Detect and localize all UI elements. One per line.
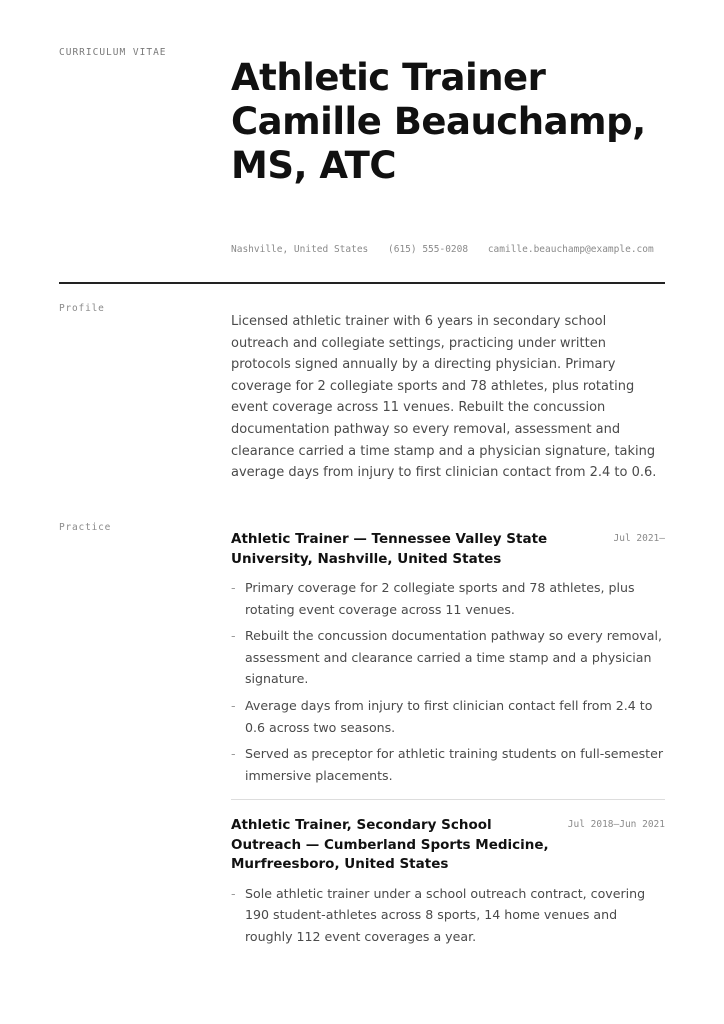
page-title: Athletic Trainer Camille Beauchamp, MS, ATC — [231, 56, 646, 187]
job-entry — [231, 530, 665, 791]
bullet-text: Primary coverage for 2 collegiate sports and 78 athletes, plus rotating event coverage across 11 venues. — [245, 580, 635, 617]
job-title: Athletic Trainer — Tennessee Valley State University, Nashville, United States — [231, 531, 548, 567]
section-label-practice: Practice — [59, 522, 112, 533]
bullet-text: Sole athletic trainer under a school outreach contract, covering 190 student-athletes across 8 sports, 14 home venues and roughly 112 event coverages a year. — [245, 885, 646, 944]
job-dates: Jul 2021– — [613, 533, 665, 544]
job-title: Athletic Trainer, Secondary School Outreach — Cumberland Sports Medicine, Murfreesboro, United States — [231, 817, 549, 872]
bullet-text: Rebuilt the concussion documentation pathway so every removal, assessment and clearance carried a time stamp and a physician signature. — [245, 628, 662, 687]
contact-email: camille.beauchamp@example.com — [487, 244, 654, 255]
bullet-marker: - — [231, 746, 236, 762]
document-eyebrow: CURRICULUM VITAE — [59, 47, 167, 58]
job-header — [231, 816, 665, 875]
list-item — [231, 577, 665, 620]
job-bullets — [231, 883, 665, 948]
job-dates: Jul 2018–Jun 2021 — [567, 819, 665, 830]
list-item — [231, 625, 665, 690]
list-item — [231, 695, 665, 738]
bullet-marker: - — [231, 580, 236, 595]
contact-location: Nashville, United States — [231, 244, 369, 255]
job-divider — [231, 799, 665, 800]
bullet-marker: - — [231, 885, 236, 901]
section-label-profile: Profile — [59, 303, 105, 314]
job-header — [231, 530, 665, 569]
contact-phone: (615) 555-0208 — [388, 244, 469, 255]
bullet-marker: - — [231, 697, 236, 713]
profile-summary: Licensed athletic trainer with 6 years in secondary school outreach and collegiate settings, practicing under written protocols signed annually by a directing physician. Primary coverage for 2 collegiate sports and 78 athletes, plus rotating event coverage across 11 venues. Rebuilt the concussion documentation pathway so every removal, assessment and clearance carried a time stamp and a physician signature, taking average days from injury to first clinician contact from 2.4 to 0.6. — [231, 314, 657, 481]
list-item — [231, 883, 665, 948]
bullet-text: Average days from injury to first clinician contact fell from 2.4 to 0.6 across two seasons. — [245, 697, 653, 735]
bullet-marker: - — [231, 628, 236, 644]
list-item — [231, 743, 665, 786]
contact-line — [231, 244, 654, 255]
bullet-text: Served as preceptor for athletic training students on full-semester immersive placements. — [245, 746, 663, 783]
job-bullets — [231, 577, 665, 786]
job-entry — [231, 816, 665, 952]
header-divider — [59, 282, 665, 284]
